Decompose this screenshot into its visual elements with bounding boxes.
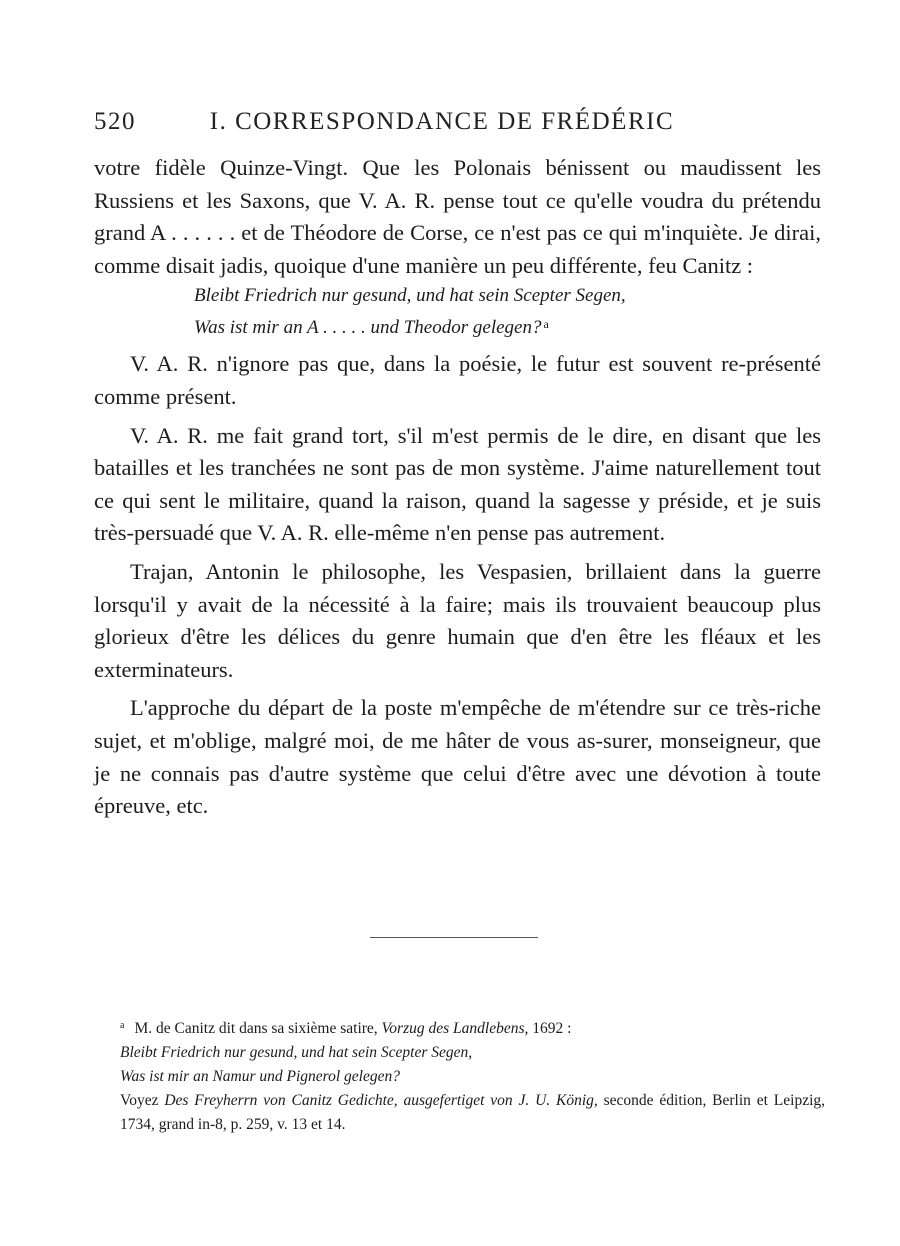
footnote-verse-line: Bleibt Friedrich nur gesund, und hat sein Scepter Segen, (120, 1044, 473, 1061)
running-title: I. CORRESPONDANCE DE FRÉDÉRIC (209, 108, 675, 135)
verse-line: Bleibt Friedrich nur gesund, und hat sein Scepter Segen, (194, 285, 626, 307)
main-text (94, 152, 821, 823)
footnote-voyez: Voyez (120, 1092, 159, 1109)
footnote-text: M. de Canitz dit dans sa sixième satire, (134, 1020, 378, 1037)
footnote-source-title: Des Freyherrn von Canitz Gedichte, ausgefertiget von J. U. König, (164, 1092, 598, 1109)
paragraph: L'approche du départ de la poste m'empêche de m'étendre sur ce très-riche sujet, et m'oblige, malgré moi, de me hâter de vous as-surer, monseigneur, que je ne connais pas d'autre système que celui d'être avec une dévotion à toute épreuve, etc. (94, 695, 821, 819)
footnote-block (120, 1014, 825, 1137)
footnote-reference-line (120, 1089, 825, 1137)
footnote-verse-line: Was ist mir an Namur und Pignerol gelegen? (120, 1068, 400, 1085)
footnote-year: 1692 : (532, 1020, 572, 1037)
footnote-line (120, 1014, 825, 1041)
paragraph-continued: votre fidèle Quinze-Vingt. Que les Polonais bénissent ou maudissent les Russiens et les Saxons, que V. A. R. pense tout ce qu'elle voudra du prétendu grand A . . . . . . et de Théodore de Corse, ce n'est pas ce qui m'inquiète. Je dirai, comme disait jadis, quoique d'une manière un peu différente, feu Canitz : (94, 155, 821, 278)
footnote-reference: a (543, 317, 549, 332)
paragraph: V. A. R. n'ignore pas que, dans la poésie, le futur est souvent re-présenté comme présent. (94, 351, 821, 409)
paragraph: Trajan, Antonin le philosophe, les Vespasien, brillaient dans la guerre lorsqu'il y avait de la nécessité à la faire; mais ils trouvaient beaucoup plus glorieux d'être les délices du genre humain que d'en être les fléaux et les exterminateurs. (94, 558, 821, 682)
verse-line-with-note (194, 310, 821, 342)
quoted-verse (194, 282, 821, 342)
footnote-separator-rule (370, 937, 538, 938)
footnote-marker: a (120, 1020, 125, 1031)
page-number: 520 (94, 108, 136, 135)
paragraph: V. A. R. me fait grand tort, s'il m'est permis de le dire, en disant que les batailles et les tranchées ne sont pas de mon système. J'aime naturellement tout ce qui sent le militaire, quand la raison, quand la sagesse y préside, et je suis très-persuadé que V. A. R. elle-même n'en pense pas autrement. (94, 422, 821, 546)
running-head (94, 108, 814, 136)
footnote-work-title: Vorzug des Landlebens, (381, 1020, 529, 1037)
footnote-source-details: seconde édition, Berlin et Leipzig, 1734, grand in-8, p. 259, v. 13 et 14. (120, 1092, 826, 1133)
verse-line: Was ist mir an A . . . . . und Theodor gelegen? (194, 317, 542, 339)
